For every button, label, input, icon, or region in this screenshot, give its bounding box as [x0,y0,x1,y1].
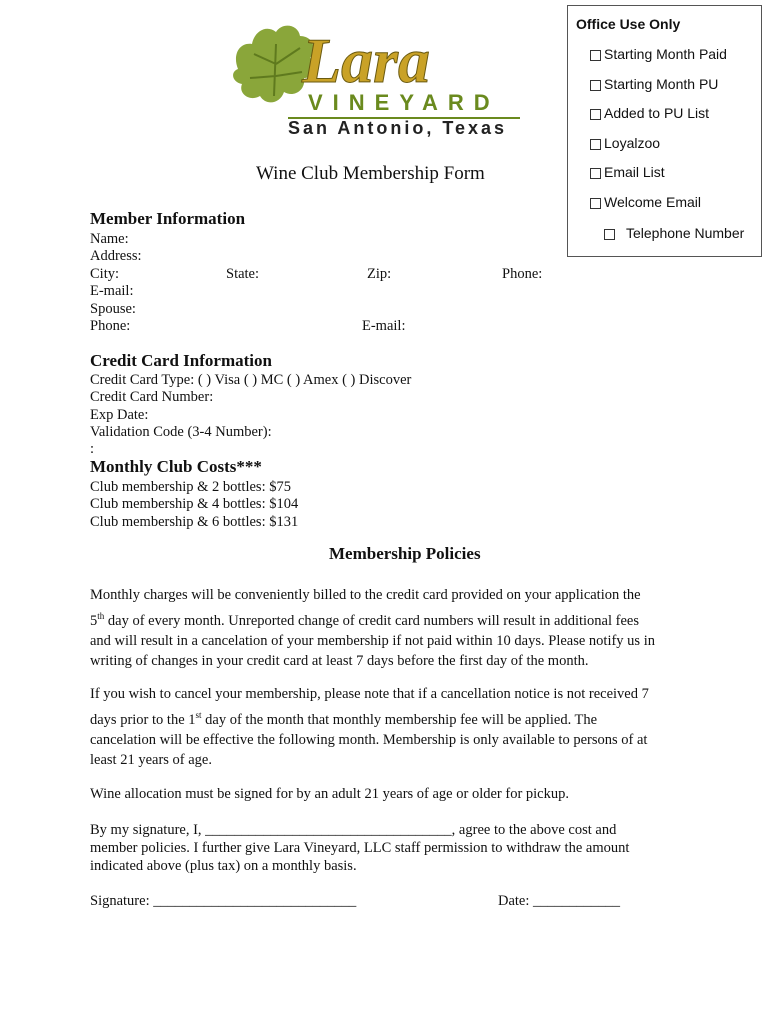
office-item-added-to-pu-list[interactable]: Added to PU List [604,105,709,121]
office-item-starting-month-pu[interactable]: Starting Month PU [604,76,718,92]
city-label: City: [90,266,120,282]
exp-date-label: Exp Date: [90,407,149,423]
phone-label: Phone: [502,266,543,282]
checkbox-icon[interactable] [590,198,601,209]
spouse-email-label: E-mail: [362,318,406,334]
lara-vineyard-logo [230,14,530,144]
member-info-heading: Member Information [90,209,246,228]
checkbox-icon[interactable] [590,139,601,150]
validation-code-label: Validation Code (3-4 Number): [90,424,272,440]
address-label: Address: [90,248,142,264]
zip-label: Zip: [367,266,392,282]
policies-heading: Membership Policies [329,544,481,563]
state-label: State: [226,266,260,282]
logo-vineyard-text: VINEYARD [308,90,500,115]
form-title: Wine Club Membership Form [256,163,485,184]
name-label: Name: [90,231,129,247]
policy-paragraph-1: Monthly charges will be conveniently billed to the credit card provided on your application the 5th day of every month. Unreported change of credit card numbers will result in additional fees and will result in a cancelation of your membership if not paid within 10 days. Please notify us in writing of changes in your credit card at least 7 days before the first day of the month. [90,587,655,670]
checkbox-icon[interactable] [590,80,601,91]
checkbox-icon[interactable] [604,229,615,240]
office-item-email-list[interactable]: Email List [604,164,665,180]
card-number-label: Credit Card Number: [90,389,214,405]
colon-text: : [90,441,95,457]
office-item-loyalzoo[interactable]: Loyalzoo [604,135,660,151]
office-item-telephone-number[interactable]: Telephone Number [626,225,744,241]
policy-paragraph-3: Wine allocation must be signed for by an adult 21 years of age or older for pickup. [90,786,569,802]
spouse-phone-label: Phone: [90,318,131,334]
office-item-starting-month-paid[interactable]: Starting Month Paid [604,46,727,62]
email-label: E-mail: [90,283,134,299]
office-use-header: Office Use Only [576,16,681,32]
credit-card-heading: Credit Card Information [90,351,272,370]
policy-paragraph-4: By my signature, I, __________________________________, agree to the above cost and member policies. I further give Lara Vineyard, LLC staff permission to withdraw the amount indicated above (plus tax) on a monthly basis. [90,822,630,874]
checkbox-icon[interactable] [590,50,601,61]
signature-line[interactable]: Signature: ____________________________ [90,893,357,909]
cost-item: Club membership & 6 bottles: $131 [90,514,299,530]
checkbox-icon[interactable] [590,109,601,120]
date-line[interactable]: Date: ____________ [498,893,621,909]
monthly-costs-heading: Monthly Club Costs*** [90,457,262,476]
office-item-welcome-email[interactable]: Welcome Email [604,194,701,210]
logo-city-text: San Antonio, Texas [288,118,508,138]
cost-item: Club membership & 2 bottles: $75 [90,479,291,495]
cost-item: Club membership & 4 bottles: $104 [90,496,299,512]
card-type-label: Credit Card Type: ( ) Visa ( ) MC ( ) Amex ( ) Discover [90,372,412,388]
checkbox-icon[interactable] [590,168,601,179]
policy-paragraph-2: If you wish to cancel your membership, please note that if a cancellation notice is not received 7 days prior to the 1st day of the month that monthly membership fee will be applied. The cancelation will be effective the following month. Membership is only available to persons of at least 21 years of age. [90,686,649,769]
svg-text:Lara: Lara [302,25,430,96]
office-use-box [567,5,762,257]
spouse-label: Spouse: [90,301,136,317]
